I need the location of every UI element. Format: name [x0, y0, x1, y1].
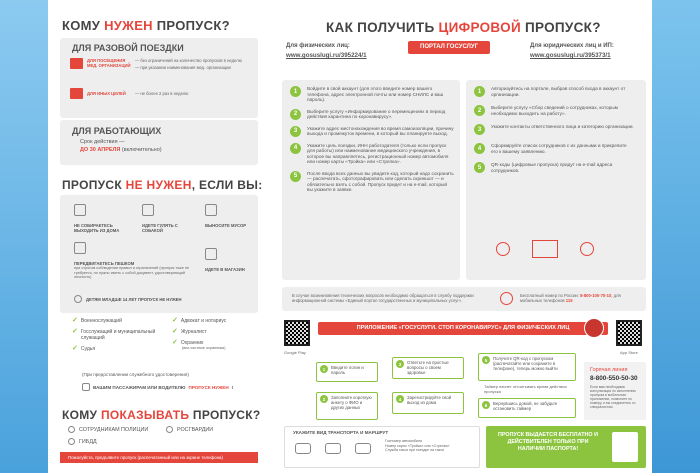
- single-trip-box: [60, 38, 258, 118]
- flow-step-return: 6 Вернувшись домой, не забудьте остановить таймер: [478, 398, 576, 418]
- guard-icon: [166, 426, 173, 433]
- check-icon: ✓: [72, 317, 78, 324]
- jur-steps-list: [474, 86, 634, 173]
- flow-step-questions: 3 Ответьте на простые вопросы о своем здоровье: [392, 357, 464, 379]
- jur-step-1: 1 Авторизуйтесь на портале, выбрав способ входа в аккаунт от организации.: [474, 86, 634, 97]
- phys-step-2: 2 Выберите услугу «Информирование о перемещениях в период действия карантина по коронавирусу».: [290, 109, 454, 120]
- traffic-police-icon: [68, 438, 75, 445]
- phys-step-4: 4 Укажите цель поездки, ИНН работодателя (только если пропуск для работы) или наименование медицинского учреждения, в которое вы направляетесь, регистрационный номер автомобиля или номер карты «Тройка» или «Стрелка».: [290, 143, 454, 165]
- support-left-text: В случае возникновения технических вопросов необходимо обращаться в службу поддержки информационной системы «Единый портал государственных и муниципальных услуг».: [292, 293, 474, 303]
- other-row: [70, 88, 255, 99]
- jur-link[interactable]: www.gosuslugi.ru/395373/1: [530, 52, 611, 59]
- phys-step-3: 3 Укажите адрес местонахождения во время самоизоляции, причину выхода и промежуток времени, в который вы планируете выход.: [290, 126, 454, 137]
- show-rosgvardia: РОСГВАРДИИ: [166, 426, 213, 433]
- google-play-label: Google Play: [284, 350, 306, 355]
- left-background-band: [0, 0, 48, 473]
- support-right-text: Бесплатный номер по России: 8-800-100-70-10, для мобильных телефонов 115: [520, 293, 621, 303]
- person-icon: [580, 242, 594, 256]
- person-icon: [496, 242, 510, 256]
- show-footer-bar: Пожалуйста, предъявите пропуск (распечатанный или на экране телефона): [60, 452, 258, 463]
- jur-label: Для юридических лиц и ИП:: [530, 43, 614, 49]
- trash-item: ВЫНОСИТЕ МУСОР: [205, 203, 250, 228]
- validity-label: Срок действия —: [80, 139, 125, 145]
- walking-note: при строгом соблюдении правил и ограничений (пропуск тоже не требуется, но нужно иметь с собой документ, удостоверяющий личность): [74, 266, 190, 279]
- shop-icon: [205, 248, 217, 260]
- stay-home-item: НЕ СОБИРАЕТЕСЬ ВЫХОДИТЬ ИЗ ДОМА: [74, 203, 132, 233]
- app-store-label: App Store: [620, 350, 638, 355]
- child-icon: [74, 295, 82, 303]
- shop-item: ИДЕТЕ В МАГАЗИН: [205, 247, 250, 272]
- phys-link[interactable]: www.gosuslugi.ru/395224/1: [286, 52, 367, 59]
- app-banner: ПРИЛОЖЕНИЕ «ГОСУСЛУГИ. СТОП КОРОНАВИРУС» ДЛЯ ФИЗИЧЕСКИХ ЛИЦ: [318, 322, 608, 335]
- exempt-lawyer: ✓ Адвокат и нотариус: [172, 317, 227, 324]
- exempt-groups-right: [172, 318, 256, 351]
- check-icon: ✓: [172, 339, 178, 346]
- car-icon: [82, 383, 90, 391]
- virus-stop-icon: [584, 318, 604, 338]
- exempt-judge: ✓ Судья: [72, 345, 96, 352]
- transport-heading: УКАЖИТЕ ВИД ТРАНСПОРТА И МАРШРУТ: [293, 430, 389, 435]
- hotline-note: Если вам необходима консультация по заполнению пропуска в мобильном приложении, позвоните по номеру, и вы соединитесь со специалистом.: [590, 385, 636, 409]
- jur-step-3: 3 Укажите контакты ответственного лица и категорию организации.: [474, 124, 634, 135]
- how-to-get-title: КАК ПОЛУЧИТЬ ЦИФРОВОЙ ПРОПУСК?: [326, 20, 601, 35]
- medical-row: [70, 58, 255, 70]
- shopping-bag-icon: [70, 88, 83, 99]
- leaflet-page: [48, 0, 652, 473]
- passengers-note: ВАШИМ ПАССАЖИРАМ ИЛИ ВОДИТЕЛЮ ПРОПУСК НУЖЕН !: [82, 383, 233, 391]
- hotline-box: [584, 362, 646, 420]
- app-store-qr-code: [616, 320, 642, 346]
- jur-steps-box: [466, 80, 646, 280]
- phys-label: Для физических лиц:: [286, 43, 350, 49]
- free-pass-banner: [486, 426, 646, 468]
- envelope-icon: [532, 240, 558, 258]
- check-icon: ✓: [172, 328, 178, 335]
- check-icon: ✓: [72, 345, 78, 352]
- workers-box: [60, 120, 258, 165]
- flow-step-qr: 5 Получите QR-код с пропуском (распечатайте или сохраните в телефоне), теперь можно выйти: [478, 353, 576, 381]
- jur-step-5: 5 QR-коды (цифровые пропуска) придут на e-mail адреса сотрудников.: [474, 162, 634, 173]
- car-icon: [295, 443, 311, 454]
- show-police: СОТРУДНИКАМ ПОЛИЦИИ: [68, 426, 148, 433]
- flow-step-login: 1 Введите логин и пароль: [316, 362, 378, 382]
- flow-step-form: 2 Заполните короткую анкету о ФИО и других данных: [316, 392, 378, 420]
- transport-box: [284, 426, 480, 468]
- bus-icon: [325, 443, 341, 454]
- house-icon: [74, 204, 86, 216]
- jur-step-2: 2 Выберите услугу «Сбор сведений о сотрудниках, которым необходимо выходить на работу».: [474, 105, 634, 116]
- walking-item: ПЕРЕДВИГАЕТЕСЬ ПЕШКОМ при строгом соблюдении правил и ограничений (пропуск тоже не требуется, но нужно иметь с собой документ, удостоверяющий личность): [74, 241, 194, 280]
- jur-step-4: 4 Сформируйте список сотрудников с их данными и прикрепите его к вашему заявлению.: [474, 143, 634, 154]
- show-traffic-police: ГИБДД: [68, 438, 97, 445]
- check-icon: ✓: [172, 317, 178, 324]
- phys-step-1: 1 Войдите в свой аккаунт (для этого введите номер вашего телефона, адрес электронной почты или номер СНИЛС и ваш пароль).: [290, 86, 454, 103]
- transport-items: Госномер автомобиля Номер карты «Тройка» или «Стрелка» Служба такси при поездке на такси: [385, 439, 450, 453]
- phys-steps-box: [282, 80, 460, 280]
- exempt-guard: ✓ Охранник: [172, 339, 204, 346]
- not-needed-title: ПРОПУСК НЕ НУЖЕН, ЕСЛИ ВЫ:: [62, 178, 263, 192]
- who-needs-title: КОМУ НУЖЕН ПРОПУСК?: [62, 18, 230, 33]
- medical-note-2: — при указании наименования мед. организации: [135, 65, 231, 70]
- other-note: — не более 2 раз в неделю: [135, 91, 189, 96]
- other-label: ДЛЯ ИНЫХ ЦЕЛЕЙ: [87, 91, 126, 96]
- dog-icon: [142, 204, 154, 216]
- exempt-groups-left: [72, 318, 156, 352]
- exempt-guard-note: (вкл.частные охранники): [182, 346, 226, 350]
- workers-heading: ДЛЯ РАБОТАЮЩИХ: [72, 126, 162, 136]
- medical-label: ДЛЯ ПОСЕЩЕНИЯ МЕД. ОРГАНИЗАЦИЙ: [87, 58, 131, 68]
- phys-step-5: 5 После ввода всех данных вы увидите код, который надо сохранить — распечатать, сфотографировать или сделать скриншот — и обязательно взять с собой. Пропуск придет и на e-mail, который вы укажите в заявке.: [290, 171, 454, 193]
- support-box: [282, 287, 646, 311]
- timer-note: Таймер начнет отсчитывать время действия пропуска: [484, 384, 567, 394]
- google-play-qr-code: [284, 320, 310, 346]
- passport-icon: [612, 432, 638, 462]
- exempt-military: ✓ Военнослужащий: [72, 317, 122, 324]
- police-icon: [68, 426, 75, 433]
- certificate-note: (При предоставлении служебного удостоверения): [82, 372, 189, 377]
- phone-icon: [500, 292, 513, 305]
- dog-walk-item: ИДЕТЕ ГУЛЯТЬ С СОБАКОЙ: [142, 203, 192, 233]
- single-trip-heading: ДЛЯ РАЗОВОЙ ПОЕЗДКИ: [72, 43, 184, 53]
- walking-person-icon: [74, 242, 86, 254]
- jur-icons: [496, 240, 594, 258]
- hotline-label: Горячая линия: [590, 367, 628, 373]
- flow-step-register: 4 Зарегистрируйте свой выход из дома: [392, 392, 464, 414]
- trash-bin-icon: [205, 204, 217, 216]
- taxi-icon: [355, 443, 371, 454]
- medical-note-1: — без ограничений на количество пропусков в неделю: [135, 58, 242, 63]
- validity-value: ДО 30 АПРЕЛЯ (включительно): [80, 147, 162, 153]
- phys-steps-list: [290, 86, 454, 193]
- check-icon: ✓: [72, 328, 78, 335]
- portal-gosuslugi-badge: ПОРТАЛ ГОСУСЛУГ: [408, 41, 490, 54]
- exempt-civil-servant: ✓ Госслужащий и муниципальный служащий: [72, 328, 156, 341]
- free-pass-text: ПРОПУСК ВЫДАЕТСЯ БЕСПЛАТНО И ДЕЙСТВИТЕЛЕН ТОЛЬКО ПРИ НАЛИЧИИ ПАСПОРТА!: [498, 432, 598, 452]
- hospital-icon: [70, 58, 83, 69]
- children-note: ДЕТЯМ МЛАДШЕ 14 ЛЕТ ПРОПУСК НЕ НУЖЕН: [74, 295, 182, 303]
- hotline-phone: 8-800-550-50-30: [590, 375, 638, 382]
- show-pass-title: КОМУ ПОКАЗЫВАТЬ ПРОПУСК?: [62, 408, 261, 422]
- exempt-journalist: ✓ Журналист: [172, 328, 207, 335]
- right-background-band: [652, 0, 700, 473]
- not-needed-box: [60, 195, 258, 313]
